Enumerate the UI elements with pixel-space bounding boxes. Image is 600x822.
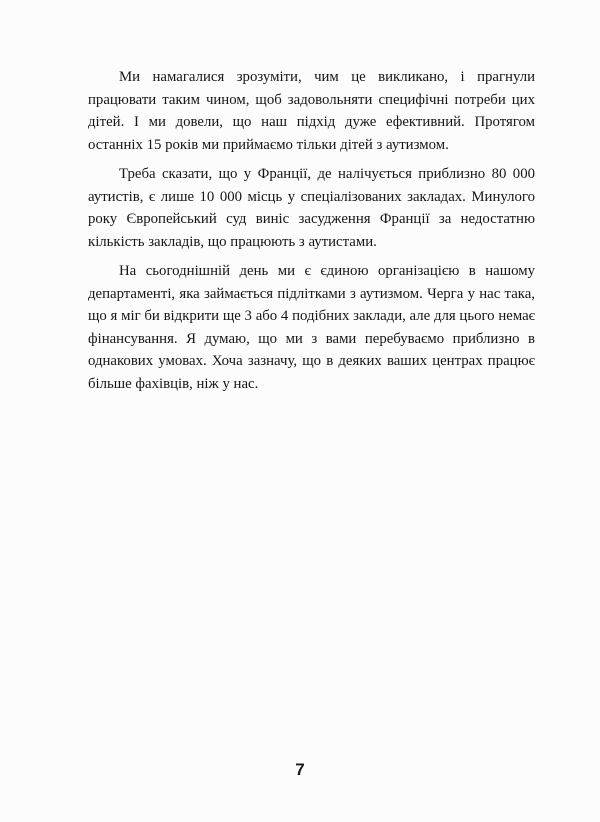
page-number: 7	[295, 760, 305, 779]
body-text	[88, 66, 535, 395]
paragraph: Треба сказати, що у Франції, де налічується приблизно 80 000 аутистів, є лише 10 000 місць у спеціалізованих закладах. Минулого року Європейський суд виніс засудження Франції за недостатню кількість закладів, що працюють з аутистами.	[88, 166, 535, 250]
paragraph: На сьогоднішній день ми є єдиною організацією в нашому департаменті, яка займається підлітками з аутизмом. Черга у нас така, що я міг би відкрити ще 3 або 4 подібних заклади, але для цього немає фінансування. Я думаю, що ми з вами перебуваємо приблизно в однакових умовах. Хоча зазначу, що в деяких ваших центрах працює більше фахівців, ніж у нас.	[88, 263, 535, 392]
paragraph: Ми намагалися зрозуміти, чим це викликано, і прагнули працювати таким чином, щоб задовольняти специфічні потреби цих дітей. І ми довели, що наш підхід дуже ефективний. Протягом останніх 15 років ми приймаємо тільки дітей з аутизмом.	[88, 69, 535, 153]
